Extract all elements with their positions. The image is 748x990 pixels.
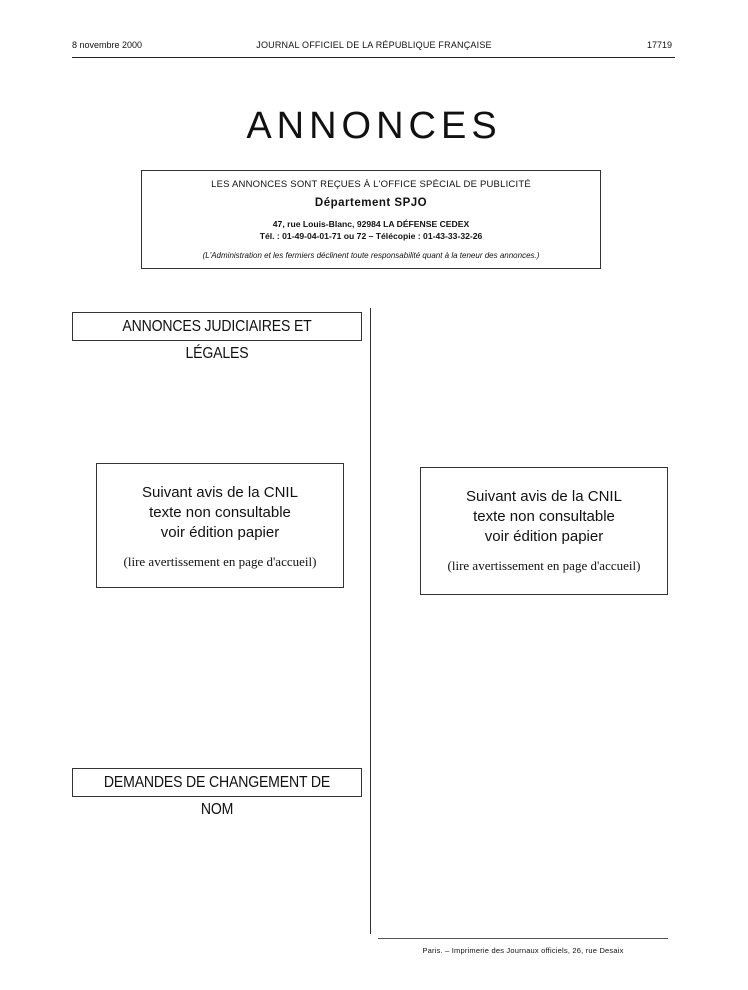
- cnil-notice-right: [420, 467, 668, 595]
- header-date: 8 novembre 2000: [72, 40, 143, 50]
- section-heading-name-change-label: DEMANDES DE CHANGEMENT DE NOM: [103, 774, 331, 818]
- cnil-line-2: texte non consultable: [149, 504, 291, 521]
- printer-footer: Paris. – Imprimerie des Journaux officiels, 26, rue Desaix: [422, 946, 624, 955]
- header-journal-title: JOURNAL OFFICIEL DE LA RÉPUBLIQUE FRANÇAISE: [256, 40, 492, 50]
- section-heading-judicial: [72, 312, 362, 362]
- cnil-note: (lire avertissement en page d'accueil): [447, 558, 641, 573]
- cnil-line-1: Suivant avis de la CNIL: [142, 484, 298, 501]
- header-rule: [72, 57, 675, 58]
- header-page-number: 17719: [646, 40, 672, 50]
- footer-rule: [378, 938, 668, 939]
- cnil-line-1: Suivant avis de la CNIL: [466, 488, 622, 505]
- notice-department: Département SPJO: [314, 197, 428, 209]
- cnil-line-3: voir édition papier: [484, 528, 604, 545]
- notice-disclaimer: (L'Administration et les fermiers déclinent toute responsabilité quant à la teneur des annonces.): [202, 251, 540, 260]
- section-heading-name-change: [72, 768, 362, 818]
- notice-address: 47, rue Louis-Blanc, 92984 LA DÉFENSE CEDEX: [272, 219, 470, 229]
- cnil-line-3: voir édition papier: [160, 524, 280, 541]
- publication-notice-box: [141, 170, 601, 269]
- notice-intro: LES ANNONCES SONT REÇUES À L'OFFICE SPÉCIAL DE PUBLICITÉ: [211, 179, 531, 190]
- cnil-line-2: texte non consultable: [473, 508, 615, 525]
- column-divider: [370, 308, 371, 934]
- cnil-note: (lire avertissement en page d'accueil): [123, 554, 317, 569]
- section-heading-judicial-label: ANNONCES JUDICIAIRES ET LÉGALES: [122, 318, 312, 362]
- notice-phone: Tél. : 01-49-04-01-71 ou 72 – Télécopie : 01-43-33-32-26: [259, 231, 483, 241]
- page-title: ANNONCES: [246, 105, 502, 147]
- cnil-notice-left: [96, 463, 344, 588]
